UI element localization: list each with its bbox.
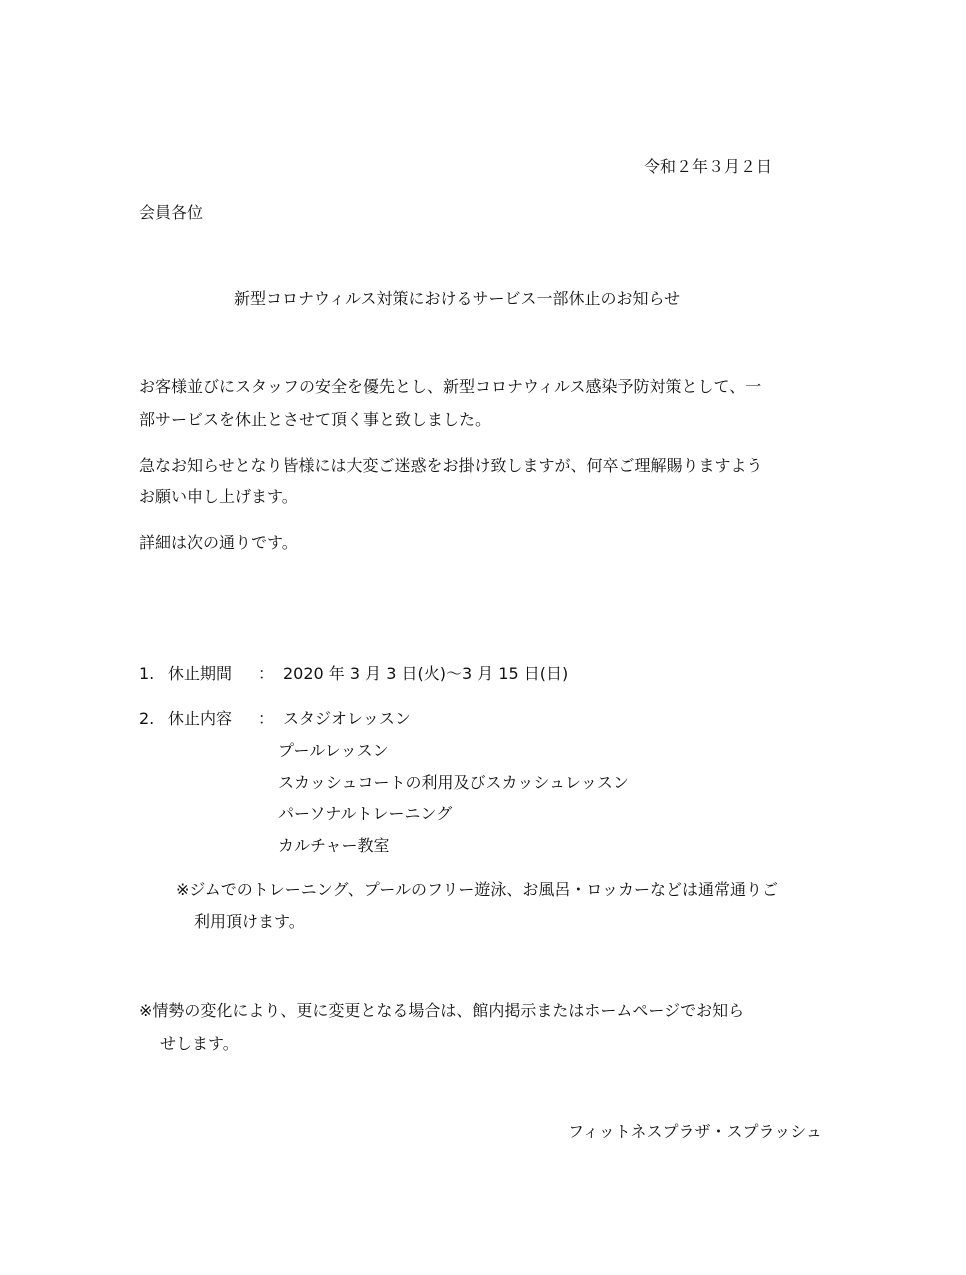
body-paragraph-3: 詳細は次の通りです。 <box>139 533 298 552</box>
contents-label: 休止内容 <box>168 709 233 728</box>
contents-item: スタジオレッスン <box>283 709 411 728</box>
contents-number: 2. <box>139 709 155 728</box>
contents-item: プールレッスン <box>278 741 389 760</box>
contents-item: スカッシュコートの利用及びスカッシュレッスン <box>278 773 629 792</box>
contents-item: カルチャー教室 <box>278 836 390 855</box>
body-paragraph-2-line-2: お願い申し上げます。 <box>139 487 298 506</box>
body-paragraph-1-line-1: お客様並びにスタッフの安全を優先とし、新型コロナウィルス感染予防対策として、一 <box>139 377 762 396</box>
period-value: 2020 年 3 月 3 日(火)～3 月 15 日(日) <box>283 664 569 683</box>
period-label: 休止期間 <box>168 664 233 683</box>
body-paragraph-2-line-1: 急なお知らせとなり皆様には大変ご迷惑をお掛け致しますが、何卒ご理解賜りますよう <box>139 456 763 475</box>
contents-colon: ： <box>258 709 275 728</box>
note-2-line-2: せします。 <box>160 1034 239 1053</box>
period-colon: ： <box>258 664 275 683</box>
contents-item: パーソナルトレーニング <box>278 804 453 823</box>
recipient-line: 会員各位 <box>139 203 204 222</box>
period-number: 1. <box>139 664 155 683</box>
notice-title: 新型コロナウィルス対策におけるサービス一部休止のお知らせ <box>234 289 681 308</box>
note-1-line-2: 利用頂けます。 <box>194 912 305 931</box>
organization-signature: フィットネスプラザ・スプラッシュ <box>568 1122 822 1141</box>
note-1-line-1: ※ジムでのトレーニング、プールのフリー遊泳、お風呂・ロッカーなどは通常通りご <box>176 880 779 899</box>
notice-date: 令和２年３月２日 <box>644 157 773 176</box>
note-2-line-1: ※情勢の変化により、更に変更となる場合は、館内掲示またはホームページでお知ら <box>139 1001 745 1020</box>
body-paragraph-1-line-2: 部サービスを休止とさせて頂く事と致しました。 <box>139 410 492 429</box>
